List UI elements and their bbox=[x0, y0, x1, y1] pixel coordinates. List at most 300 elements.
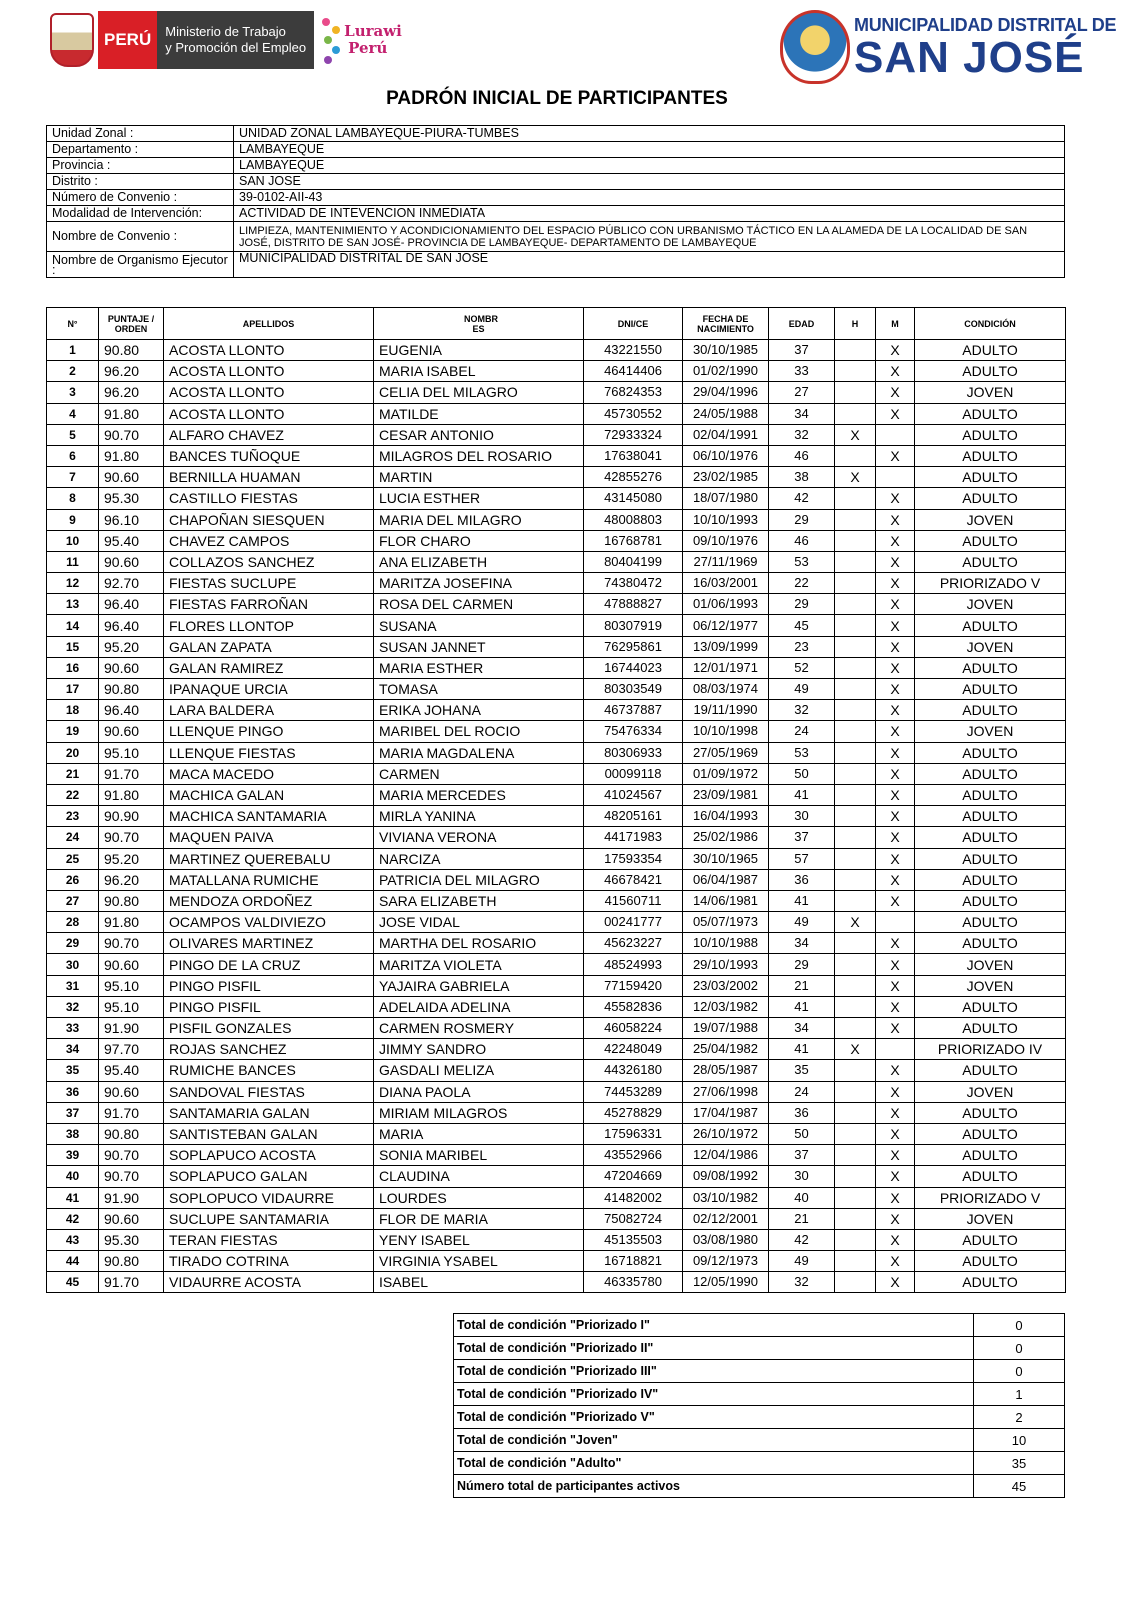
table-row bbox=[47, 530, 1066, 551]
row-dni: 48205161 bbox=[584, 806, 683, 827]
row-puntaje: 95.40 bbox=[99, 1060, 164, 1081]
row-apellidos: OLIVARES MARTINEZ bbox=[164, 933, 374, 954]
totals-row bbox=[454, 1406, 1065, 1429]
row-nombres: MARTHA DEL ROSARIO bbox=[374, 933, 584, 954]
row-m bbox=[876, 1039, 915, 1060]
row-edad: 53 bbox=[769, 742, 835, 763]
row-dni: 42248049 bbox=[584, 1039, 683, 1060]
row-number: 43 bbox=[47, 1229, 99, 1250]
row-m: X bbox=[876, 657, 915, 678]
row-puntaje: 96.10 bbox=[99, 509, 164, 530]
row-number: 40 bbox=[47, 1166, 99, 1187]
participants-body bbox=[47, 340, 1066, 1293]
table-row bbox=[47, 1018, 1066, 1039]
row-edad: 30 bbox=[769, 1166, 835, 1187]
row-apellidos: SANDOVAL FIESTAS bbox=[164, 1081, 374, 1102]
peru-coat-of-arms-icon bbox=[50, 13, 94, 67]
row-h bbox=[835, 573, 876, 594]
row-edad: 32 bbox=[769, 700, 835, 721]
row-nombres: JIMMY SANDRO bbox=[374, 1039, 584, 1060]
row-nombres: MARIBEL DEL ROCIO bbox=[374, 721, 584, 742]
row-m: X bbox=[876, 700, 915, 721]
row-number: 27 bbox=[47, 890, 99, 911]
row-m: X bbox=[876, 742, 915, 763]
row-dni: 46737887 bbox=[584, 700, 683, 721]
row-nombres: DIANA PAOLA bbox=[374, 1081, 584, 1102]
row-puntaje: 91.70 bbox=[99, 763, 164, 784]
row-fecha-nacimiento: 24/05/1988 bbox=[683, 403, 769, 424]
row-number: 14 bbox=[47, 615, 99, 636]
row-edad: 24 bbox=[769, 721, 835, 742]
row-condicion: ADULTO bbox=[915, 1102, 1066, 1123]
row-nombres: MARITZA JOSEFINA bbox=[374, 573, 584, 594]
row-edad: 42 bbox=[769, 1229, 835, 1250]
row-m: X bbox=[876, 509, 915, 530]
row-condicion: ADULTO bbox=[915, 890, 1066, 911]
row-edad: 32 bbox=[769, 1272, 835, 1293]
totals-row bbox=[454, 1383, 1065, 1406]
row-dni: 43145080 bbox=[584, 488, 683, 509]
row-puntaje: 90.70 bbox=[99, 827, 164, 848]
row-condicion: ADULTO bbox=[915, 996, 1066, 1017]
row-number: 19 bbox=[47, 721, 99, 742]
row-number: 34 bbox=[47, 1039, 99, 1060]
row-condicion: ADULTO bbox=[915, 869, 1066, 890]
row-nombres: CELIA DEL MILAGRO bbox=[374, 382, 584, 403]
row-condicion: ADULTO bbox=[915, 445, 1066, 466]
row-h bbox=[835, 403, 876, 424]
row-edad: 41 bbox=[769, 890, 835, 911]
table-row bbox=[47, 679, 1066, 700]
row-apellidos: CASTILLO FIESTAS bbox=[164, 488, 374, 509]
row-condicion: JOVEN bbox=[915, 721, 1066, 742]
row-nombres: MARIA DEL MILAGRO bbox=[374, 509, 584, 530]
row-edad: 22 bbox=[769, 573, 835, 594]
row-dni: 16768781 bbox=[584, 530, 683, 551]
row-condicion: ADULTO bbox=[915, 763, 1066, 784]
row-edad: 36 bbox=[769, 869, 835, 890]
row-fecha-nacimiento: 19/07/1988 bbox=[683, 1018, 769, 1039]
col-n: N° bbox=[47, 308, 99, 340]
row-number: 24 bbox=[47, 827, 99, 848]
row-apellidos: SOPLAPUCO GALAN bbox=[164, 1166, 374, 1187]
row-nombres: EUGENIA bbox=[374, 340, 584, 361]
row-h bbox=[835, 1018, 876, 1039]
row-fecha-nacimiento: 01/09/1972 bbox=[683, 763, 769, 784]
row-m: X bbox=[876, 890, 915, 911]
row-number: 36 bbox=[47, 1081, 99, 1102]
row-condicion: ADULTO bbox=[915, 467, 1066, 488]
row-edad: 33 bbox=[769, 361, 835, 382]
table-row bbox=[47, 1081, 1066, 1102]
info-value: LIMPIEZA, MANTENIMIENTO Y ACONDICIONAMIENTO DEL ESPACIO PÚBLICO CON URBANISMO TÁCTICO EN LA ALAMEDA DE LA LOCALIDAD DE SAN JOSÉ, DISTRITO DE SAN JOSÉ- PROVINCIA DE LAMBAYEQUE- DEPARTAMENTO DE LAMBAYEQUE bbox=[234, 222, 1065, 252]
convenio-info-table bbox=[46, 125, 1065, 278]
row-h bbox=[835, 1060, 876, 1081]
table-row bbox=[47, 848, 1066, 869]
row-dni: 45623227 bbox=[584, 933, 683, 954]
table-row bbox=[47, 827, 1066, 848]
row-condicion: ADULTO bbox=[915, 742, 1066, 763]
row-apellidos: MACHICA GALAN bbox=[164, 784, 374, 805]
row-condicion: ADULTO bbox=[915, 1018, 1066, 1039]
row-puntaje: 90.70 bbox=[99, 424, 164, 445]
col-nombres: NOMBR ES bbox=[374, 308, 584, 340]
row-apellidos: SANTISTEBAN GALAN bbox=[164, 1123, 374, 1144]
row-apellidos: SOPLOPUCO VIDAURRE bbox=[164, 1187, 374, 1208]
row-h: X bbox=[835, 467, 876, 488]
row-fecha-nacimiento: 27/11/1969 bbox=[683, 551, 769, 572]
row-edad: 57 bbox=[769, 848, 835, 869]
table-row bbox=[47, 1229, 1066, 1250]
row-nombres: LUCIA ESTHER bbox=[374, 488, 584, 509]
row-edad: 41 bbox=[769, 1039, 835, 1060]
table-row bbox=[47, 636, 1066, 657]
row-puntaje: 90.60 bbox=[99, 1208, 164, 1229]
row-fecha-nacimiento: 10/10/1988 bbox=[683, 933, 769, 954]
row-apellidos: OCAMPOS VALDIVIEZO bbox=[164, 912, 374, 933]
row-m: X bbox=[876, 806, 915, 827]
row-number: 23 bbox=[47, 806, 99, 827]
table-row bbox=[47, 382, 1066, 403]
row-number: 3 bbox=[47, 382, 99, 403]
row-number: 5 bbox=[47, 424, 99, 445]
row-apellidos: FIESTAS FARROÑAN bbox=[164, 594, 374, 615]
row-apellidos: SUCLUPE SANTAMARIA bbox=[164, 1208, 374, 1229]
row-condicion: JOVEN bbox=[915, 1081, 1066, 1102]
row-apellidos: MACHICA SANTAMARIA bbox=[164, 806, 374, 827]
totals-row bbox=[454, 1314, 1065, 1337]
row-edad: 50 bbox=[769, 1123, 835, 1144]
row-dni: 72933324 bbox=[584, 424, 683, 445]
row-nombres: ISABEL bbox=[374, 1272, 584, 1293]
row-puntaje: 91.80 bbox=[99, 784, 164, 805]
row-condicion: JOVEN bbox=[915, 594, 1066, 615]
totals-label: Total de condición "Priorizado III" bbox=[454, 1360, 974, 1383]
row-apellidos: GALAN ZAPATA bbox=[164, 636, 374, 657]
row-fecha-nacimiento: 13/09/1999 bbox=[683, 636, 769, 657]
row-edad: 21 bbox=[769, 975, 835, 996]
row-nombres: CESAR ANTONIO bbox=[374, 424, 584, 445]
table-row bbox=[47, 890, 1066, 911]
row-m: X bbox=[876, 1208, 915, 1229]
col-m: M bbox=[876, 308, 915, 340]
row-number: 2 bbox=[47, 361, 99, 382]
row-puntaje: 95.10 bbox=[99, 996, 164, 1017]
row-puntaje: 91.70 bbox=[99, 1272, 164, 1293]
row-nombres: ROSA DEL CARMEN bbox=[374, 594, 584, 615]
row-apellidos: ROJAS SANCHEZ bbox=[164, 1039, 374, 1060]
row-dni: 74380472 bbox=[584, 573, 683, 594]
row-number: 11 bbox=[47, 551, 99, 572]
row-h bbox=[835, 551, 876, 572]
row-number: 15 bbox=[47, 636, 99, 657]
row-m: X bbox=[876, 636, 915, 657]
row-puntaje: 91.80 bbox=[99, 912, 164, 933]
row-nombres: CARMEN ROSMERY bbox=[374, 1018, 584, 1039]
row-nombres: NARCIZA bbox=[374, 848, 584, 869]
row-condicion: ADULTO bbox=[915, 827, 1066, 848]
row-number: 7 bbox=[47, 467, 99, 488]
row-condicion: JOVEN bbox=[915, 954, 1066, 975]
row-apellidos: PINGO PISFIL bbox=[164, 975, 374, 996]
row-condicion: ADULTO bbox=[915, 933, 1066, 954]
row-nombres: MARIA ISABEL bbox=[374, 361, 584, 382]
row-fecha-nacimiento: 18/07/1980 bbox=[683, 488, 769, 509]
info-value: MUNICIPALIDAD DISTRITAL DE SAN JOSE bbox=[234, 252, 1065, 278]
row-puntaje: 96.20 bbox=[99, 869, 164, 890]
row-nombres: SUSAN JANNET bbox=[374, 636, 584, 657]
row-h bbox=[835, 933, 876, 954]
info-label: Distrito : bbox=[47, 174, 234, 190]
row-condicion: JOVEN bbox=[915, 509, 1066, 530]
row-h: X bbox=[835, 912, 876, 933]
row-condicion: ADULTO bbox=[915, 1272, 1066, 1293]
row-fecha-nacimiento: 14/06/1981 bbox=[683, 890, 769, 911]
row-condicion: ADULTO bbox=[915, 551, 1066, 572]
row-edad: 37 bbox=[769, 340, 835, 361]
row-edad: 29 bbox=[769, 954, 835, 975]
row-m: X bbox=[876, 615, 915, 636]
row-fecha-nacimiento: 28/05/1987 bbox=[683, 1060, 769, 1081]
row-m: X bbox=[876, 848, 915, 869]
totals-label: Total de condición "Priorizado IV" bbox=[454, 1383, 974, 1406]
row-dni: 77159420 bbox=[584, 975, 683, 996]
row-dni: 80404199 bbox=[584, 551, 683, 572]
row-m: X bbox=[876, 382, 915, 403]
table-header bbox=[47, 308, 1066, 340]
info-label: Modalidad de Intervención: bbox=[47, 206, 234, 222]
row-number: 45 bbox=[47, 1272, 99, 1293]
row-m: X bbox=[876, 954, 915, 975]
row-fecha-nacimiento: 16/04/1993 bbox=[683, 806, 769, 827]
lurawi-logo bbox=[320, 14, 402, 66]
row-puntaje: 90.60 bbox=[99, 551, 164, 572]
row-fecha-nacimiento: 29/10/1993 bbox=[683, 954, 769, 975]
table-row bbox=[47, 488, 1066, 509]
row-dni: 00099118 bbox=[584, 763, 683, 784]
row-h bbox=[835, 636, 876, 657]
row-h bbox=[835, 827, 876, 848]
row-dni: 48008803 bbox=[584, 509, 683, 530]
row-condicion: ADULTO bbox=[915, 1229, 1066, 1250]
row-number: 31 bbox=[47, 975, 99, 996]
row-h bbox=[835, 679, 876, 700]
row-nombres: PATRICIA DEL MILAGRO bbox=[374, 869, 584, 890]
row-nombres: MARIA MAGDALENA bbox=[374, 742, 584, 763]
table-row bbox=[47, 615, 1066, 636]
row-edad: 38 bbox=[769, 467, 835, 488]
row-condicion: JOVEN bbox=[915, 1208, 1066, 1229]
row-dni: 46678421 bbox=[584, 869, 683, 890]
row-puntaje: 90.60 bbox=[99, 954, 164, 975]
table-row bbox=[47, 1123, 1066, 1144]
row-puntaje: 95.30 bbox=[99, 1229, 164, 1250]
row-number: 17 bbox=[47, 679, 99, 700]
row-dni: 43221550 bbox=[584, 340, 683, 361]
row-m: X bbox=[876, 594, 915, 615]
row-h bbox=[835, 1123, 876, 1144]
row-fecha-nacimiento: 12/04/1986 bbox=[683, 1145, 769, 1166]
row-apellidos: FLORES LLONTOP bbox=[164, 615, 374, 636]
lurawi-line2: Perú bbox=[348, 39, 388, 57]
row-number: 16 bbox=[47, 657, 99, 678]
row-number: 39 bbox=[47, 1145, 99, 1166]
row-m: X bbox=[876, 1060, 915, 1081]
row-h bbox=[835, 1272, 876, 1293]
row-puntaje: 91.90 bbox=[99, 1018, 164, 1039]
row-fecha-nacimiento: 05/07/1973 bbox=[683, 912, 769, 933]
totals-table bbox=[453, 1313, 1065, 1498]
table-row bbox=[47, 784, 1066, 805]
table-row bbox=[47, 445, 1066, 466]
row-edad: 40 bbox=[769, 1187, 835, 1208]
row-puntaje: 90.90 bbox=[99, 806, 164, 827]
row-number: 38 bbox=[47, 1123, 99, 1144]
row-condicion: ADULTO bbox=[915, 657, 1066, 678]
row-puntaje: 91.90 bbox=[99, 1187, 164, 1208]
municipality-line2: SAN JOSÉ bbox=[854, 32, 1085, 82]
row-dni: 76824353 bbox=[584, 382, 683, 403]
table-row bbox=[47, 1251, 1066, 1272]
table-row bbox=[47, 700, 1066, 721]
row-puntaje: 91.70 bbox=[99, 1102, 164, 1123]
row-puntaje: 90.80 bbox=[99, 679, 164, 700]
row-fecha-nacimiento: 23/09/1981 bbox=[683, 784, 769, 805]
row-dni: 17593354 bbox=[584, 848, 683, 869]
row-condicion: ADULTO bbox=[915, 848, 1066, 869]
row-fecha-nacimiento: 23/03/2002 bbox=[683, 975, 769, 996]
row-number: 20 bbox=[47, 742, 99, 763]
row-apellidos: LLENQUE PINGO bbox=[164, 721, 374, 742]
row-dni: 42855276 bbox=[584, 467, 683, 488]
row-number: 32 bbox=[47, 996, 99, 1017]
row-puntaje: 90.80 bbox=[99, 890, 164, 911]
table-row bbox=[47, 551, 1066, 572]
row-fecha-nacimiento: 08/03/1974 bbox=[683, 679, 769, 700]
col-h: H bbox=[835, 308, 876, 340]
row-edad: 46 bbox=[769, 445, 835, 466]
row-number: 21 bbox=[47, 763, 99, 784]
info-value: ACTIVIDAD DE INTEVENCION INMEDIATA bbox=[234, 206, 1065, 222]
row-m: X bbox=[876, 827, 915, 848]
row-edad: 37 bbox=[769, 1145, 835, 1166]
row-apellidos: CHAPOÑAN SIESQUEN bbox=[164, 509, 374, 530]
row-m: X bbox=[876, 488, 915, 509]
row-dni: 76295861 bbox=[584, 636, 683, 657]
row-number: 37 bbox=[47, 1102, 99, 1123]
row-number: 1 bbox=[47, 340, 99, 361]
row-dni: 74453289 bbox=[584, 1081, 683, 1102]
row-h bbox=[835, 1229, 876, 1250]
row-nombres: CARMEN bbox=[374, 763, 584, 784]
row-h bbox=[835, 954, 876, 975]
row-fecha-nacimiento: 27/06/1998 bbox=[683, 1081, 769, 1102]
row-edad: 24 bbox=[769, 1081, 835, 1102]
row-m: X bbox=[876, 679, 915, 700]
row-condicion: PRIORIZADO V bbox=[915, 1187, 1066, 1208]
row-apellidos: ACOSTA LLONTO bbox=[164, 340, 374, 361]
row-apellidos: BANCES TUÑOQUE bbox=[164, 445, 374, 466]
row-edad: 30 bbox=[769, 806, 835, 827]
totals-row bbox=[454, 1337, 1065, 1360]
row-edad: 29 bbox=[769, 594, 835, 615]
row-m: X bbox=[876, 996, 915, 1017]
row-fecha-nacimiento: 29/04/1996 bbox=[683, 382, 769, 403]
table-row bbox=[47, 912, 1066, 933]
totals-value: 0 bbox=[974, 1337, 1065, 1360]
row-edad: 32 bbox=[769, 424, 835, 445]
row-apellidos: COLLAZOS SANCHEZ bbox=[164, 551, 374, 572]
row-nombres: VIVIANA VERONA bbox=[374, 827, 584, 848]
info-value: 39-0102-AII-43 bbox=[234, 190, 1065, 206]
row-m: X bbox=[876, 445, 915, 466]
totals-value: 2 bbox=[974, 1406, 1065, 1429]
row-h bbox=[835, 1251, 876, 1272]
row-apellidos: IPANAQUE URCIA bbox=[164, 679, 374, 700]
row-fecha-nacimiento: 09/08/1992 bbox=[683, 1166, 769, 1187]
row-number: 44 bbox=[47, 1251, 99, 1272]
row-edad: 53 bbox=[769, 551, 835, 572]
row-apellidos: MATALLANA RUMICHE bbox=[164, 869, 374, 890]
info-label: Unidad Zonal : bbox=[47, 126, 234, 142]
table-row bbox=[47, 996, 1066, 1017]
row-fecha-nacimiento: 25/04/1982 bbox=[683, 1039, 769, 1060]
row-nombres: SONIA MARIBEL bbox=[374, 1145, 584, 1166]
row-h bbox=[835, 1208, 876, 1229]
row-dni: 80303549 bbox=[584, 679, 683, 700]
info-label: Provincia : bbox=[47, 158, 234, 174]
table-row bbox=[47, 1272, 1066, 1293]
row-number: 42 bbox=[47, 1208, 99, 1229]
peru-label: PERÚ bbox=[98, 11, 157, 69]
row-number: 8 bbox=[47, 488, 99, 509]
row-h bbox=[835, 1187, 876, 1208]
row-h bbox=[835, 594, 876, 615]
col-fecha: FECHA DE NACIMIENTO bbox=[683, 308, 769, 340]
row-number: 35 bbox=[47, 1060, 99, 1081]
row-edad: 21 bbox=[769, 1208, 835, 1229]
row-number: 26 bbox=[47, 869, 99, 890]
col-edad: EDAD bbox=[769, 308, 835, 340]
row-fecha-nacimiento: 09/12/1973 bbox=[683, 1251, 769, 1272]
row-m: X bbox=[876, 573, 915, 594]
row-puntaje: 95.20 bbox=[99, 636, 164, 657]
table-row bbox=[47, 424, 1066, 445]
row-number: 25 bbox=[47, 848, 99, 869]
row-puntaje: 95.20 bbox=[99, 848, 164, 869]
row-apellidos: SANTAMARIA GALAN bbox=[164, 1102, 374, 1123]
row-apellidos: MACA MACEDO bbox=[164, 763, 374, 784]
row-apellidos: GALAN RAMIREZ bbox=[164, 657, 374, 678]
info-label: Número de Convenio : bbox=[47, 190, 234, 206]
row-dni: 46058224 bbox=[584, 1018, 683, 1039]
row-apellidos: RUMICHE BANCES bbox=[164, 1060, 374, 1081]
table-row bbox=[47, 1187, 1066, 1208]
row-fecha-nacimiento: 06/12/1977 bbox=[683, 615, 769, 636]
totals-row bbox=[454, 1452, 1065, 1475]
row-fecha-nacimiento: 01/02/1990 bbox=[683, 361, 769, 382]
table-row bbox=[47, 340, 1066, 361]
row-dni: 75476334 bbox=[584, 721, 683, 742]
row-puntaje: 90.80 bbox=[99, 1123, 164, 1144]
row-number: 13 bbox=[47, 594, 99, 615]
row-fecha-nacimiento: 10/10/1998 bbox=[683, 721, 769, 742]
row-apellidos: FIESTAS SUCLUPE bbox=[164, 573, 374, 594]
row-puntaje: 90.70 bbox=[99, 933, 164, 954]
row-condicion: ADULTO bbox=[915, 340, 1066, 361]
row-apellidos: PISFIL GONZALES bbox=[164, 1018, 374, 1039]
row-fecha-nacimiento: 10/10/1993 bbox=[683, 509, 769, 530]
